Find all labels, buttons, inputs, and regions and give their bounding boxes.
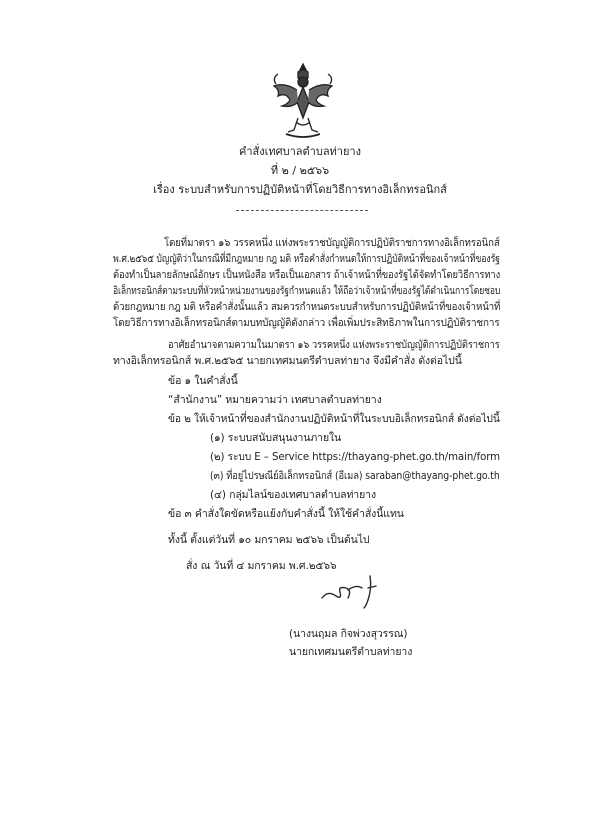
clause-2: ข้อ ๒ ให้เจ้าหน้าที่ของสำนักงานปฏิบัติหน้าที่ในระบบอิเล็กทรอนิกส์ ดังต่อไปนี้: [168, 413, 500, 425]
definition: “สำนักงาน” หมายความว่า เทศบาลตำบลท่ายาง: [168, 394, 382, 406]
signer-position: นายกเทศมนตรีตำบลท่ายาง: [289, 646, 413, 658]
order-title: คำสั่งเทศบาลตำบลท่ายาง: [239, 145, 361, 158]
order-number: ที่ ๒ / ๒๕๖๖: [270, 164, 330, 177]
signature-icon: [318, 570, 388, 610]
signer-name: (นางนฤมล กิจพ่วงสุวรรณ): [289, 628, 408, 640]
para1-line-6: โดยวิธีการทางอิเล็กทรอนิกส์ตามบทบัญญัติดังกล่าว เพื่อเพิ่มประสิทธิภาพในการปฏิบัติราชการ: [113, 317, 500, 329]
order-date: สั่ง ณ วันที่ ๔ มกราคม พ.ศ.๒๕๖๖: [186, 560, 337, 572]
divider: [236, 210, 368, 211]
effective-date: ทั้งนี้ ตั้งแต่วันที่ ๑๐ มกราคม ๒๕๖๖ เป็นต้นไป: [168, 534, 370, 546]
para1-line-1: โดยที่มาตรา ๑๖ วรรคหนึ่ง แห่งพระราชบัญญัติการปฏิบัติราชการทางอิเล็กทรอนิกส์: [164, 237, 500, 249]
list-item: (๒) ระบบ E – Service https://thayang-phet.go.th/main/form: [210, 451, 500, 463]
list-item: (๓) ที่อยู่ไปรษณีย์อิเล็กทรอนิกส์ (อีเมล) saraban@thayang-phet.go.th: [210, 470, 500, 482]
list-item: (๑) ระบบสนับสนุนงานภายใน: [210, 432, 342, 444]
garuda-emblem-icon: [268, 60, 338, 140]
para1-line-4: อิเล็กทรอนิกส์ตามระบบที่หัวหน้าหน่วยงานของรัฐกำหนดแล้ว ให้ถือว่าเจ้าหน้าที่ของรัฐได้ดำเนินการโดยชอบ: [113, 285, 501, 297]
para1-line-5: ด้วยกฎหมาย กฎ มติ หรือคำสั่งนั้นแล้ว สมควรกำหนดระบบสำหรับการปฏิบัติหน้าที่ของเจ้าหน้าที่: [113, 301, 501, 313]
clause-1: ข้อ ๑ ในคำสั่งนี้: [168, 375, 238, 387]
clause-3: ข้อ ๓ คำสั่งใดขัดหรือแย้งกับคำสั่งนี้ ให้ใช้คำสั่งนี้แทน: [168, 508, 404, 520]
list-item: (๔) กลุ่มไลน์ของเทศบาลตำบลท่ายาง: [210, 489, 376, 501]
para1-line-3: ต้องทำเป็นลายลักษณ์อักษร เป็นหนังสือ หรือเป็นเอกสาร ถ้าเจ้าหน้าที่ของรัฐได้จัดทำโดยวิธีการทาง: [113, 269, 501, 281]
order-subject: เรื่อง ระบบสำหรับการปฏิบัติหน้าที่โดยวิธีการทางอิเล็กทรอนิกส์: [153, 183, 447, 196]
para2-line-2: ทางอิเล็กทรอนิกส์ พ.ศ.๒๕๖๕ นายกเทศมนตรีตำบลท่ายาง จึงมีคำสั่ง ดังต่อไปนี้: [113, 355, 462, 367]
para1-line-2: พ.ศ.๒๕๖๕ บัญญัติว่าในกรณีที่มีกฎหมาย กฎ มติ หรือคำสั่งกำหนดให้การปฏิบัติหน้าที่ของเจ้าหน้าที่ของรัฐ: [113, 253, 500, 265]
para2-line-1: อาศัยอำนาจตามความในมาตรา ๑๖ วรรคหนึ่ง แห่งพระราชบัญญัติการปฏิบัติราชการ: [168, 339, 500, 351]
